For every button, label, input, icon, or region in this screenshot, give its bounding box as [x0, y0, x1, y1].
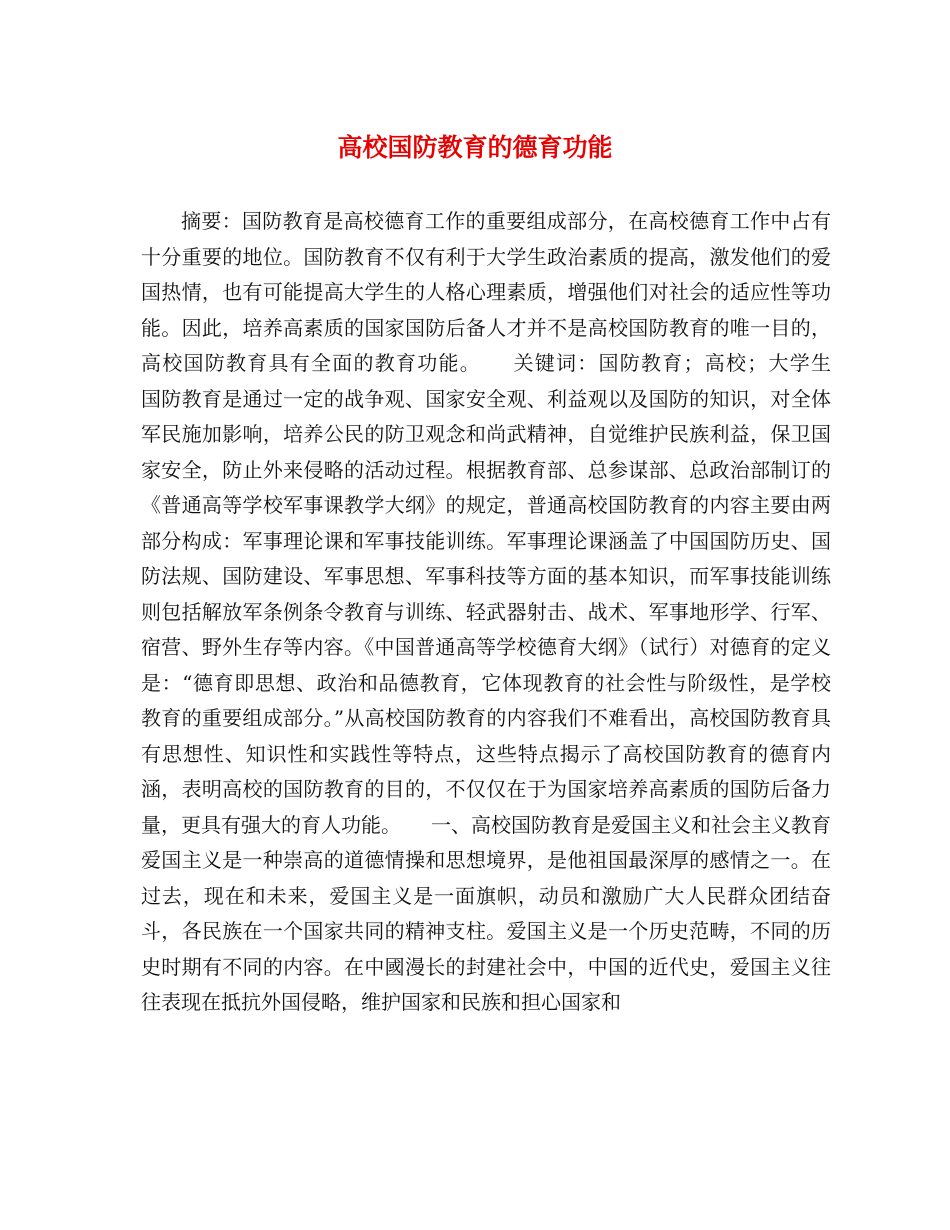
document-title: 高校国防教育的德育功能 — [337, 133, 613, 162]
document-body: 摘要：国防教育是高校德育工作的重要组成部分，在高校德育工作中占有十分重要的地位。国防教育不仅有利于大学生政治素质的提高，激发他们的爱国热情，也有可能提高大学生的人格心理素质，增强他们对社会的适应性等功能。因此，培养高素质的国家国防后备人才并不是高校国防教育的唯一目的，高校国防教育具有全面的教育功能。 关键词：国防教育；高校；大学生 国防教育是通过一定的战争观、国家安全观、利益观以及国防的知识，对全体军民施加影响，培养公民的防卫观念和尚武精神，自觉维护民族利益，保卫国家安全，防止外来侵略的活动过程。根据教育部、总参谋部、总政治部制订的《普通高等学校军事课教学大纲》的规定，普通高校国防教育的内容主要由两部分构成：军事理论课和军事技能训练。军事理论课涵盖了中国国防历史、国防法规、国防建设、军事思想、军事科技等方面的基本知识，而军事技能训练则包括解放军条例条令教育与训练、轻武器射击、战术、军事地形学、行军、宿营、野外生存等内容。《中国普通高等学校德育大纲》（试行）对德育的定义是：“德育即思想、政治和品德教育，它体现教育的社会性与阶级性，是学校教育的重要组成部分。”从高校国防教育的内容我们不难看出，高校国防教育具有思想性、知识性和实践性等特点，这些特点揭示了高校国防教育的德育内涵，表明高校的国防教育的目的，不仅仅在于为国家培养高素质的国防后备力量，更具有强大的育人功能。 一、高校国防教育是爱国主义和社会主义教育 爱国主义是一种崇高的道德情操和思想境界，是他祖国最深厚的感情之一。在过去，现在和未来，爱国主义是一面旗帜，动员和激励广大人民群众团结奋斗，各民族在一个国家共同的精神支柱。爱国主义是一个历史范畴，不同的历史时期有不同的内容。在中國漫长的封建社会中，中国的近代史，爱国主义往往表现在抵抗外国侵略，维护国家和民族和担心国家和 — [141, 209, 871, 1014]
